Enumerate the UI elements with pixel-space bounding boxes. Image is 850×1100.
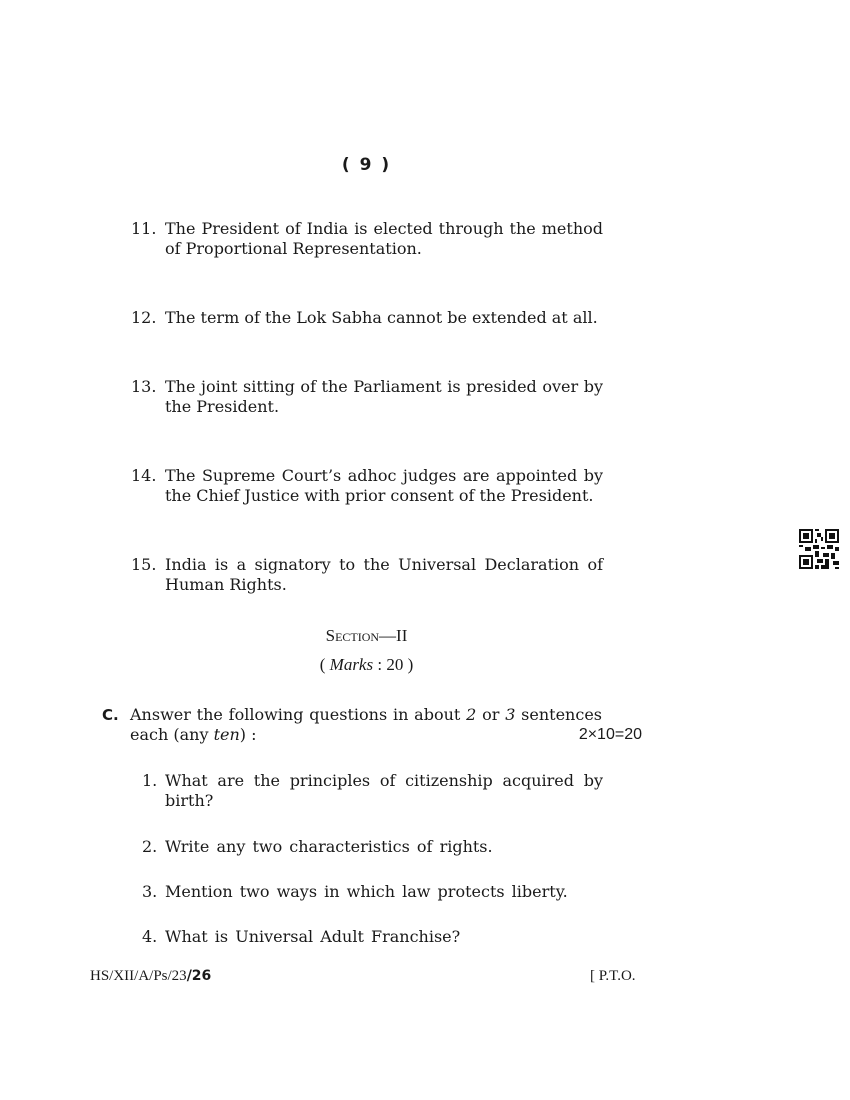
- statement-12: [131, 308, 603, 328]
- instr-text: or: [476, 705, 506, 724]
- question-number: 4.: [142, 927, 158, 946]
- question-instruction: [130, 705, 602, 745]
- statement-number: 15.: [131, 555, 157, 574]
- instr-text: ) :: [239, 725, 257, 744]
- paper-code-text: HS/XII/A/Ps/23: [90, 968, 187, 984]
- statement-number: 13.: [131, 377, 157, 396]
- statement-13: [131, 377, 603, 417]
- question-number: 1.: [142, 771, 158, 790]
- question-item-2: [142, 837, 603, 857]
- instr-text: sentences each (any: [130, 705, 602, 744]
- statement-text: India is a signatory to the Universal Declaration of Human Rights.: [165, 555, 603, 594]
- statement-text: The Supreme Court’s adhoc judges are appointed by the Chief Justice with prior consent of the President.: [165, 466, 603, 505]
- statement-number: 12.: [131, 308, 157, 327]
- statement-text: The President of India is elected through the method of Proportional Representation.: [165, 219, 603, 258]
- question-item-4: [142, 927, 603, 947]
- qr-code-icon: [799, 529, 839, 569]
- section-title: Section—II: [325, 626, 408, 645]
- question-text: Write any two characteristics of rights.: [165, 837, 493, 856]
- marks-label: Marks: [329, 655, 374, 674]
- statement-11: [131, 219, 603, 259]
- question-marks: 2×10=20: [578, 726, 642, 743]
- section-marks: [0, 655, 733, 675]
- instr-num: 2: [466, 705, 477, 724]
- question-item-3: [142, 882, 603, 902]
- statement-15: [131, 555, 603, 595]
- question-number: 3.: [142, 882, 158, 901]
- question-number: 2.: [142, 837, 158, 856]
- statement-14: [131, 466, 603, 506]
- marks-open: (: [319, 655, 330, 674]
- marks-value: : 20 ): [373, 655, 414, 674]
- pto-label: [ P.T.O.: [590, 968, 636, 984]
- paper-code: [90, 968, 211, 985]
- paper-code-suffix: /26: [186, 968, 212, 984]
- question-text: Mention two ways in which law protects liberty.: [165, 882, 568, 901]
- question-item-1: [142, 771, 603, 811]
- question-text: What is Universal Adult Franchise?: [165, 927, 461, 946]
- statement-text: The term of the Lok Sabha cannot be extended at all.: [165, 308, 598, 327]
- question-text: What are the principles of citizenship acquired by birth?: [165, 771, 603, 810]
- instr-text: Answer the following questions in about: [130, 705, 467, 724]
- instr-num: 3: [505, 705, 516, 724]
- instr-any: ten: [213, 725, 240, 744]
- page-number: ( 9 ): [341, 155, 392, 175]
- statement-number: 14.: [131, 466, 157, 485]
- statement-text: The joint sitting of the Parliament is presided over by the President.: [165, 377, 603, 416]
- statement-number: 11.: [131, 219, 157, 238]
- question-letter: C.: [102, 706, 119, 724]
